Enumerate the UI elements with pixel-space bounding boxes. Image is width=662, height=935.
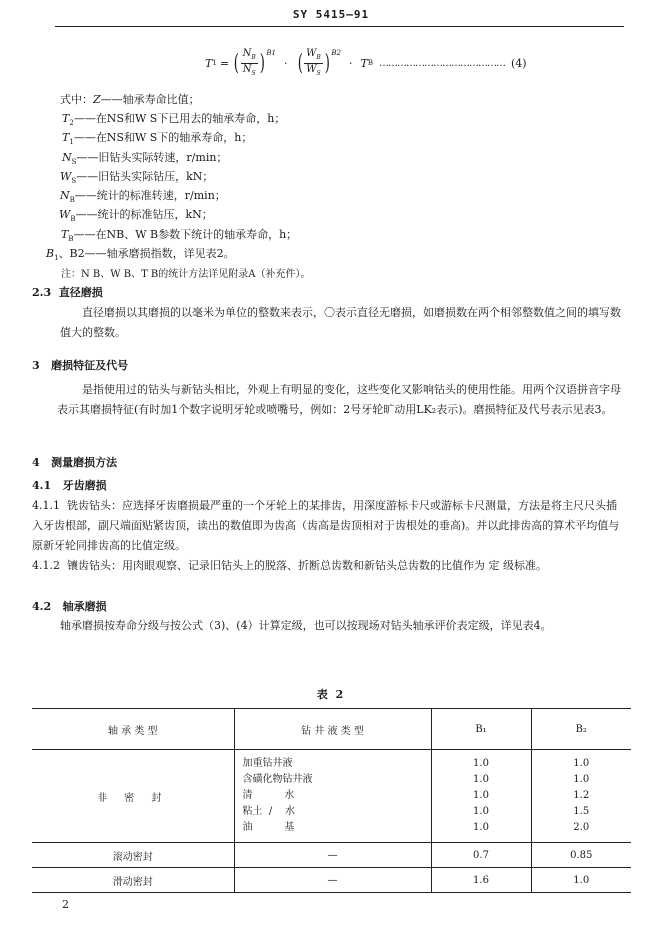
legend-sym-3: N: [62, 151, 72, 164]
header-b1: B₁: [431, 709, 531, 750]
formula-number: (4): [511, 56, 527, 70]
legend-rest-2: S和W S下的轴承寿命，h；: [116, 131, 253, 144]
b1-value: 1.0: [473, 774, 489, 785]
frac-ws: W: [306, 63, 317, 75]
legend-line-6: [59, 207, 213, 227]
table-row-rolling-seal: [32, 843, 631, 868]
formula-leader-dots: ……………………………………: [379, 57, 505, 69]
frac-nb-sub: B: [251, 53, 256, 61]
legend-line-3: [62, 150, 227, 170]
b1-value: 1.0: [473, 822, 489, 833]
fluid-item: 油 基: [242, 822, 295, 833]
b2-value: 1.5: [573, 806, 590, 817]
standard-code: SY 5415—91: [292, 8, 370, 21]
header-b2: B₂: [531, 709, 631, 750]
legend-sub-2: 1: [69, 138, 74, 147]
legend-line-1: [62, 111, 285, 131]
section-4-1-2: [32, 556, 627, 576]
section-4-1-2-number: 4.1.2: [32, 559, 60, 572]
formula-4: [205, 42, 527, 84]
b1-value: 1.0: [473, 790, 489, 801]
fraction-nb-ns: [241, 48, 258, 79]
legend-sym-0: Z: [93, 93, 101, 106]
b2-values: [531, 750, 631, 843]
fluid-list: [234, 750, 431, 843]
legend-sub-8: 1: [54, 254, 59, 263]
section-4-2-heading: [32, 599, 107, 614]
legend-desc-7: ——在N: [73, 228, 117, 241]
sliding-seal-label: 滑动密封: [32, 868, 234, 893]
sliding-seal-b2: 1.0: [531, 868, 631, 893]
section-3-body: 是指使用过的钻头与新钻头相比，外观上有明显的变化，这些变化又影响钻头的使用性能。用两个汉语拼音字母表示其磨损特征(有时加1个数字说明牙轮或喷嘴号，例如：2号牙轮旷动用LK₂表示)。磨损特征及代号表示见表3。: [57, 383, 621, 416]
section-4-number: 4: [32, 456, 40, 469]
legend-rest-1: S和W S下已用去的轴承寿命，h；: [116, 112, 286, 125]
legend-sym-5: N: [60, 189, 70, 202]
frac-wb-sub: B: [316, 53, 321, 61]
fluid-item: 清 水: [242, 790, 295, 801]
legend-desc-0: ——轴承寿命比值；: [100, 93, 200, 106]
paren-open-2: (: [297, 50, 303, 76]
section-2-3-number: 2.3: [32, 286, 52, 299]
b1-value: 1.0: [473, 806, 489, 817]
section-4-1-heading: [32, 478, 107, 493]
section-4-2-number: 4.2: [32, 600, 52, 613]
table-row-non-sealed: [32, 750, 631, 843]
legend-line-8: [46, 246, 235, 266]
table-2-caption: 表 2: [316, 688, 346, 701]
frac-ns: N: [242, 63, 252, 75]
header-fluid-type: 钻 井 液 类 型: [234, 709, 431, 750]
legend-rest-7: B、W B参数下统计的轴承寿命，h；: [116, 228, 298, 241]
formula-tb: T: [360, 56, 368, 70]
exponent-b1: B1: [266, 49, 276, 57]
formula-eq: =: [219, 56, 230, 70]
frac-ws-sub: S: [316, 69, 321, 77]
legend-sym-2: T: [62, 131, 70, 144]
section-4-2-title: 轴承磨损: [62, 600, 107, 613]
section-2-3-body: 直径磨损以其磨损的以毫米为单位的整数来表示，〇表示直径无磨损，如磨损数在两个相邻整数值之间的填写数值大的整数。: [60, 306, 621, 339]
rolling-seal-b1: 0.7: [431, 843, 531, 868]
frac-ns-sub: S: [251, 69, 256, 77]
legend-desc-2: ——在N: [73, 131, 117, 144]
legend-intro: 式中：: [60, 93, 93, 106]
rolling-seal-label: 滚动密封: [32, 843, 234, 868]
legend-sym-7: T: [61, 228, 69, 241]
section-2-3-heading: [32, 285, 103, 300]
legend-desc-6: ——统计的标准钻压，kN；: [75, 208, 213, 221]
legend-line-5: [60, 188, 226, 208]
frac-nb: N: [242, 47, 252, 59]
table-row-sliding-seal: [32, 868, 631, 893]
rolling-seal-b2: 0.85: [531, 843, 631, 868]
sliding-seal-b1: 1.6: [431, 868, 531, 893]
legend-desc-1: ——在N: [73, 112, 117, 125]
frac-wb: W: [306, 47, 317, 59]
b1-value: 1.0: [473, 758, 489, 769]
fluid-item: 粘土 / 水: [242, 806, 295, 817]
legend-sub-5: B: [69, 196, 75, 205]
section-4-1-1-body: 铣齿钻头：应选择牙齿磨损最严重的一个牙轮上的某排齿，用深度游标卡尺或游标卡尺测量，方法是将主尺尺头插入牙齿根部，副尺端面贴紧齿顶，读出的数值即为齿高（齿高是齿顶相对于齿根处的垂高)。并以此排齿高的算术平均值与原新牙轮同排齿高的比值定级。: [32, 499, 620, 552]
formula-dot-1: ·: [284, 56, 288, 70]
table-2: [32, 708, 631, 893]
section-3-number: 3: [32, 359, 40, 372]
header-rule: [55, 26, 624, 27]
paren-open-1: (: [233, 50, 239, 76]
sliding-seal-fluid: —: [234, 868, 431, 893]
section-4-2-body: 轴承磨损按寿命分级与按公式（3)、(4）计算定级，也可以按现场对钻头轴承评价表定级，详见表4。: [60, 619, 552, 632]
section-4-1-title: 牙齿磨损: [62, 479, 107, 492]
b2-value: 1.0: [573, 774, 590, 785]
legend-sym-8: B: [46, 247, 55, 260]
section-2-3-title: 直径磨损: [58, 286, 103, 299]
legend-sub-7: B: [68, 235, 74, 244]
legend-desc-3: ——旧钻头实际转速，r/min；: [76, 151, 228, 164]
legend-sub-1: 2: [69, 119, 74, 128]
b2-value: 1.0: [573, 758, 590, 769]
b2-value: 2.0: [573, 822, 590, 833]
exponent-b2: B2: [331, 49, 341, 57]
paren-close-2: ): [324, 50, 330, 76]
section-4-1-1-number: 4.1.1: [32, 499, 60, 512]
legend-desc-5: ——统计的标准转速，r/min；: [74, 189, 226, 202]
legend-line-2: [62, 130, 252, 150]
fluid-item: 含磺化物钻井液: [242, 774, 313, 785]
legend-sub-3: S: [71, 158, 77, 167]
rolling-seal-fluid: —: [234, 843, 431, 868]
legend-sym-6: W: [59, 208, 71, 221]
section-3-title: 磨损特征及代号: [51, 359, 129, 372]
legend-sub-4: S: [71, 177, 77, 186]
section-4-1-1: [32, 496, 627, 556]
b1-values: [431, 750, 531, 843]
section-4-title: 测量磨损方法: [51, 456, 118, 469]
non-sealed-label: 非 密 封: [97, 792, 169, 804]
section-4-heading: [32, 455, 117, 470]
legend-note: 注：N B、W B、T B的统计方法详见附录A（补充件）。: [61, 269, 311, 280]
paren-close-1: ): [259, 50, 265, 76]
header-bearing-type: 轴 承 类 型: [32, 709, 234, 750]
fluid-item: 加重钻井液: [242, 758, 293, 769]
formula-dot-2: ·: [349, 56, 353, 70]
fraction-wb-ws: [304, 48, 323, 79]
formula-lhs: T: [205, 56, 213, 70]
table-header-row: [32, 709, 631, 750]
b2-value: 1.2: [573, 790, 590, 801]
formula-tb-sub: B: [367, 58, 373, 67]
legend-desc-8: 、B2——轴承磨损指数，详见表2。: [58, 247, 235, 260]
legend-sym-4: W: [60, 170, 72, 183]
legend-line-4: [60, 169, 213, 189]
section-3-heading: [32, 358, 128, 373]
section-4-1-2-body: 镶齿钻头：用肉眼观察、记录旧钻头上的脱落、折断总齿数和新钻头总齿数的比值作为 定 级标准。: [67, 559, 547, 572]
legend-desc-4: ——旧钻头实际钻压，kN；: [76, 170, 214, 183]
formula-lhs-sub: 1: [212, 58, 217, 67]
legend-sub-6: B: [70, 215, 76, 224]
legend-sym-1: T: [62, 112, 70, 125]
legend-line-7: [61, 227, 297, 247]
section-4-1-number: 4.1: [32, 479, 52, 492]
page-number: 2: [62, 898, 69, 911]
legend-intro-line: [60, 92, 200, 107]
